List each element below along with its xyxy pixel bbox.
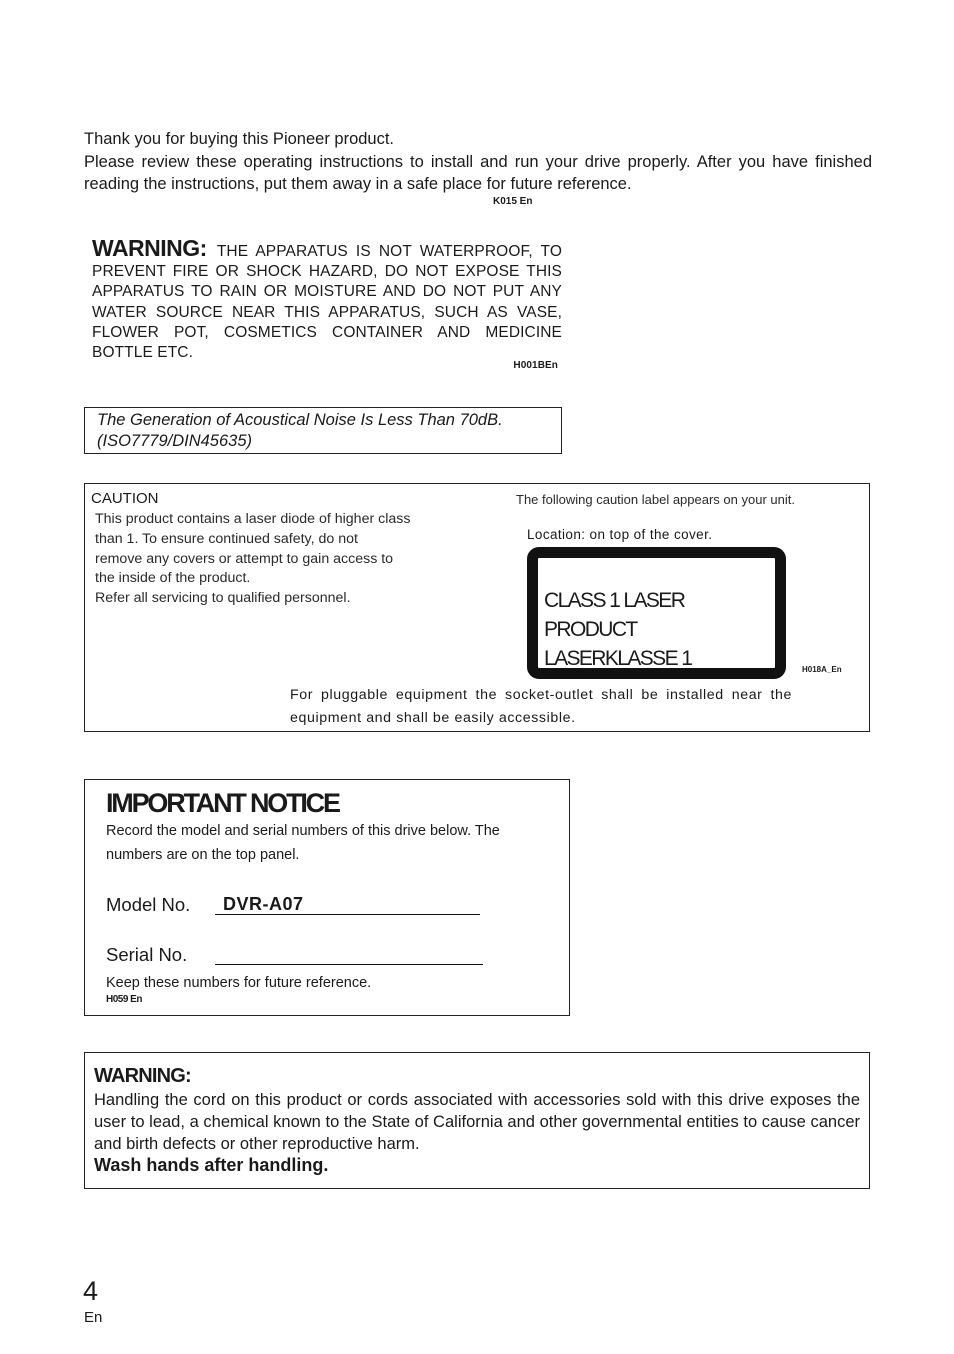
caution-body	[95, 510, 455, 609]
noise-line-1: The Generation of Acoustical Noise Is Less Than 70dB.	[97, 411, 503, 429]
intro-text	[84, 128, 872, 196]
warning-top	[92, 235, 562, 371]
intro-line-2: Please review these operating instructions to install and run your drive properly. After you have finished reading the instructions, put them away in a safe place for future reference.	[84, 152, 872, 193]
warning-top-text: THE APPARATUS IS NOT WATERPROOF, TO PREVENT FIRE OR SHOCK HAZARD, DO NOT EXPOSE THIS APPARATUS TO RAIN OR MOISTURE AND DO NOT PUT ANY WATER SOURCE NEAR THIS APPARATUS, SUCH AS VASE, FLOWER POT, COSMETICS CONTAINER AND MEDICINE BOTTLE ETC.	[92, 243, 562, 362]
page-language: En	[84, 1309, 103, 1326]
caution-heading: CAUTION	[91, 490, 159, 507]
caution-line: Refer all servicing to qualified personnel.	[95, 590, 351, 607]
serial-value-line	[215, 943, 483, 965]
label-code: H018A_En	[802, 665, 842, 674]
notice-description: Record the model and serial numbers of this drive below. The numbers are on the top panel.	[106, 823, 500, 863]
laser-line-2: LASERKLASSE 1	[544, 647, 692, 670]
serial-label: Serial No.	[106, 944, 188, 965]
model-value-field: DVR-A07	[215, 893, 480, 915]
warning-top-heading: WARNING:	[92, 235, 207, 261]
warning-bottom-heading: WARNING:	[94, 1065, 191, 1087]
caution-box	[84, 483, 870, 732]
warning-top-code: H001BEn	[513, 360, 558, 371]
model-label: Model No.	[106, 894, 191, 915]
label-location: Location: on top of the cover.	[527, 527, 713, 542]
intro-line-1: Thank you for buying this Pioneer product.	[84, 130, 395, 148]
caution-line: the inside of the product.	[95, 570, 251, 587]
warning-bottom-text: Handling the cord on this product or cords associated with accessories sold with this drive exposes the user to lead, a chemical known to the State of California and other governmental entities to cause cancer and birth defects or other reproductive harm.	[94, 1091, 860, 1153]
warning-bottom-box	[84, 1052, 870, 1189]
important-notice-box	[84, 779, 570, 1016]
laser-line-1: CLASS 1 LASER PRODUCT	[544, 589, 685, 641]
caution-line: This product contains a laser diode of higher class	[95, 511, 411, 527]
noise-box	[84, 407, 562, 454]
notice-title: IMPORTANT NOTICE	[106, 788, 339, 818]
intro-code: K015 En	[493, 196, 533, 207]
noise-line-2: (ISO7779/DIN45635)	[97, 431, 253, 450]
notice-code: H059 En	[106, 994, 142, 1005]
caution-line: remove any covers or attempt to gain access to	[95, 550, 394, 567]
pluggable-note: For pluggable equipment the socket-outlet shall be installed near the equipment and shall be easily accessible.	[290, 687, 792, 726]
laser-label-text	[544, 586, 775, 673]
caution-line: than 1. To ensure continued safety, do not	[95, 530, 358, 547]
notice-keep-text: Keep these numbers for future reference.	[106, 975, 372, 991]
wash-hands-text: Wash hands after handling.	[94, 1155, 329, 1175]
laser-class-label	[527, 547, 786, 679]
page-number: 4	[83, 1276, 99, 1306]
label-note: The following caution label appears on your unit.	[516, 492, 795, 507]
